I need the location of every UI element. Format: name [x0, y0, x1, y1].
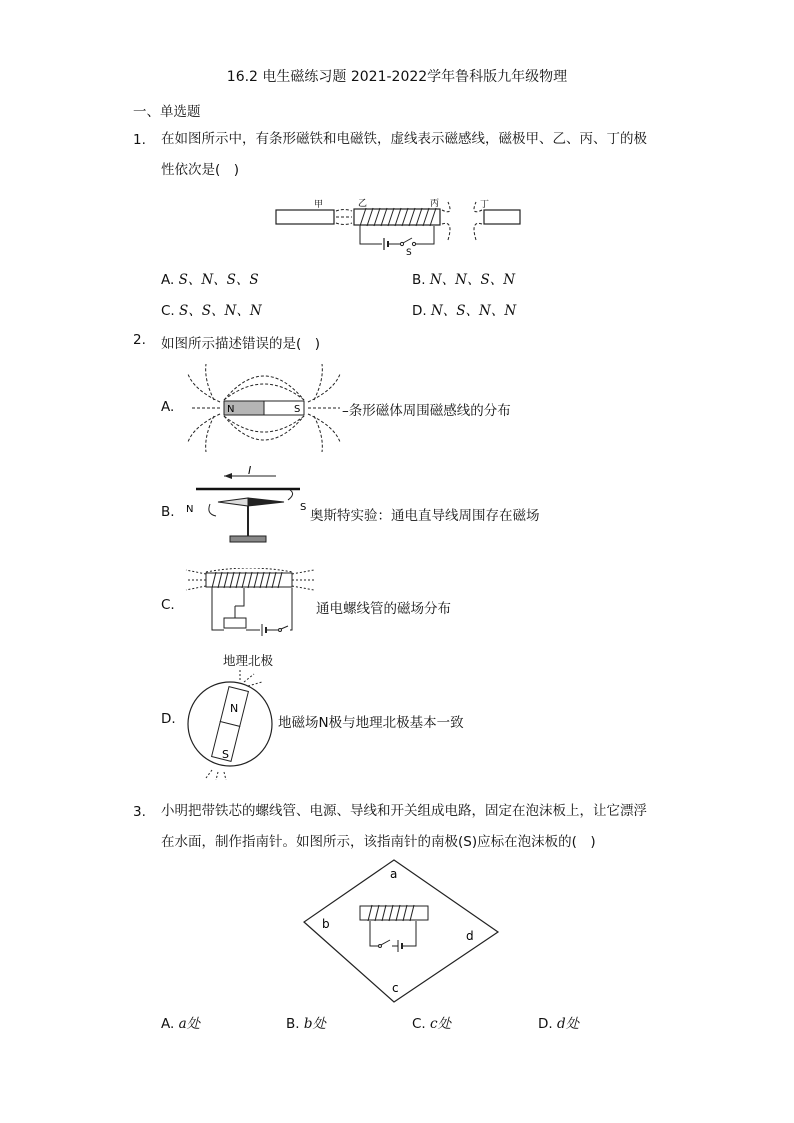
- question-1-line-1: 在如图所示中，有条形磁铁和电磁铁，虚线表示磁感线，磁极甲、乙、丙、丁的极: [161, 131, 647, 147]
- q1-switch: [403, 238, 412, 243]
- q3-label-d: d: [466, 929, 474, 943]
- q2-option-d-label[interactable]: D.: [161, 711, 176, 727]
- q1-field-line: [442, 223, 450, 240]
- q2-option-b-label[interactable]: B.: [161, 504, 175, 520]
- question-3-line-2: 在水面，制作指南针。如图所示，该指南针的南极(S)应标在泡沫板的( ): [161, 834, 596, 850]
- question-2-number: 2.: [133, 332, 146, 348]
- q1-solenoid-core: [354, 209, 440, 225]
- question-1-text: [161, 124, 671, 186]
- q2b-rotation-arrow: [209, 504, 216, 516]
- q1-field-line: [336, 223, 352, 225]
- q1-option-b[interactable]: B. N、N、S、N: [412, 272, 516, 288]
- q1-solenoid-coil: [360, 208, 436, 226]
- q2a-label-n: N: [227, 404, 235, 415]
- q2b-label-s: S: [300, 502, 307, 513]
- q2c-switch: [281, 626, 288, 629]
- q1-field-line: [336, 210, 352, 212]
- q3-option-c[interactable]: C. c处: [412, 1016, 452, 1032]
- q3-label-c: c: [392, 981, 399, 995]
- q2b-needle-right: [248, 498, 284, 506]
- q1-option-a[interactable]: A. S、N、S、S: [161, 272, 259, 288]
- q2b-stand-base: [230, 536, 266, 542]
- q2c-coil: [212, 572, 282, 588]
- q2d-geographic-north-label: 地理北极: [223, 653, 274, 668]
- question-1-figure: [272, 196, 522, 260]
- q2-option-b-figure: [184, 464, 312, 552]
- q3-option-d[interactable]: D. d处: [538, 1016, 580, 1032]
- q1-label-bing: 丙: [430, 199, 440, 209]
- q2-option-c-label[interactable]: C.: [161, 597, 175, 613]
- question-1-number: 1.: [133, 132, 146, 148]
- question-3-line-1: 小明把带铁芯的螺线管、电源、导线和开关组成电路，固定在泡沫板上，让它漂浮: [161, 803, 647, 819]
- q2c-wire: [212, 588, 224, 630]
- q3-coil: [368, 905, 414, 921]
- q3-wire: [370, 921, 378, 946]
- q2-option-d-caption: 地磁场N极与地理北极基本一致: [278, 715, 464, 731]
- q1-label-jia: 甲: [314, 200, 324, 210]
- q2c-rheostat: [224, 618, 246, 628]
- q2b-current-label: I: [248, 464, 252, 477]
- question-3-text: [161, 796, 671, 858]
- q1-option-c[interactable]: C. S、S、N、N: [161, 303, 262, 319]
- q1-bar-magnet-right: [484, 210, 520, 224]
- q3-switch: [381, 940, 390, 945]
- q1-field-line: [442, 202, 450, 212]
- q2-option-a-figure: [184, 360, 344, 456]
- q2-option-a-caption: –条形磁体周围磁感线的分布: [342, 403, 511, 419]
- q1-label-ding: 丁: [480, 200, 490, 210]
- q2c-wire: [290, 588, 292, 630]
- q2-option-b-caption: 奥斯特实验：通电直导线周围存在磁场: [310, 508, 540, 524]
- q2b-rotation-arrow: [288, 490, 293, 500]
- q3-option-a[interactable]: A. a处: [161, 1016, 201, 1032]
- q2c-wire: [235, 588, 244, 606]
- q2b-current-arrow-head: [224, 473, 232, 479]
- q1-bar-magnet-left: [276, 210, 334, 224]
- q1-option-d[interactable]: D. N、S、N、N: [412, 303, 517, 319]
- q2a-label-s: S: [294, 404, 301, 415]
- question-1-line-2: 性依次是( ): [161, 162, 240, 178]
- q3-label-a: a: [390, 867, 398, 881]
- q2d-label-n: N: [230, 702, 239, 715]
- document-title: 16.2 电生磁练习题 2021-2022学年鲁科版九年级物理: [226, 69, 568, 85]
- q1-switch: [412, 242, 415, 245]
- question-3-figure: [300, 856, 502, 1006]
- q1-wire: [416, 226, 434, 244]
- q1-field-line: [474, 223, 482, 240]
- q2d-label-s: S: [222, 748, 229, 761]
- q3-label-b: b: [322, 917, 330, 931]
- q2-option-c-figure: [184, 568, 318, 638]
- section-heading: 一、单选题: [133, 104, 201, 120]
- q1-wire: [360, 226, 382, 244]
- q2-option-a-label[interactable]: A.: [161, 399, 175, 415]
- q2b-needle-left: [218, 498, 248, 506]
- q2-option-d-figure: [182, 668, 282, 780]
- q1-switch-label: S: [406, 248, 412, 258]
- q3-wire: [402, 921, 416, 946]
- q3-option-b[interactable]: B. b处: [286, 1016, 327, 1032]
- q2-option-c-caption: 通电螺线管的磁场分布: [316, 601, 451, 617]
- question-3-number: 3.: [133, 804, 146, 820]
- q2b-label-n: N: [186, 504, 194, 515]
- question-2-text: 如图所示描述错误的是( ): [161, 336, 321, 352]
- q1-label-yi: 乙: [358, 199, 368, 209]
